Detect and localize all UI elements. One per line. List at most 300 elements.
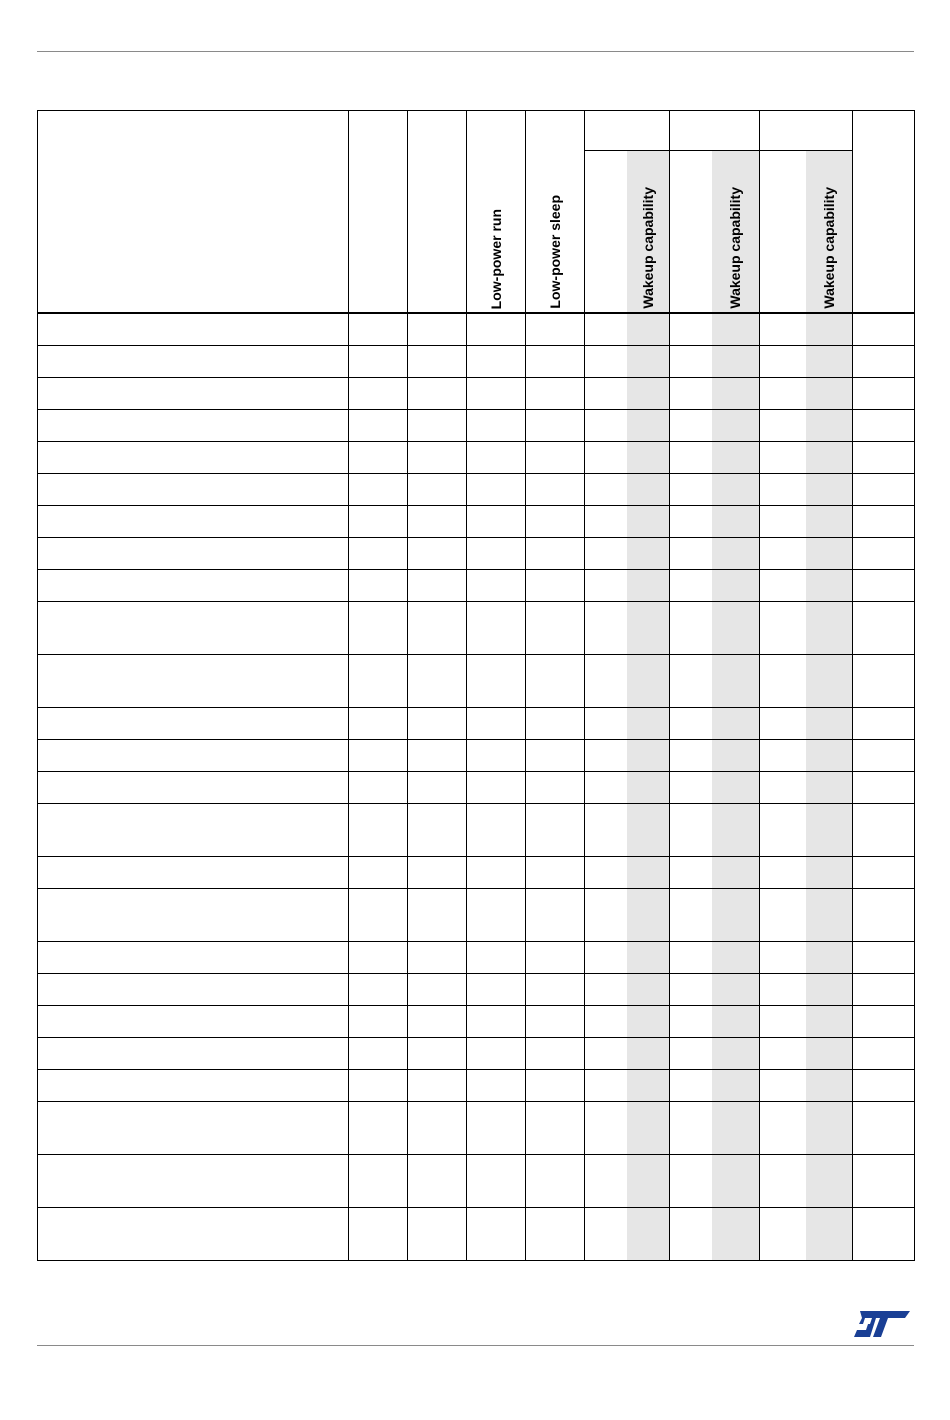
table-cell: [526, 1038, 585, 1070]
table-cell: [627, 655, 670, 708]
table-row: [38, 602, 915, 655]
table-cell: [408, 708, 467, 740]
table-cell: [760, 538, 806, 570]
table-cell: [349, 506, 408, 538]
table-cell: [349, 570, 408, 602]
table-cell: [712, 889, 760, 942]
table-cell: [38, 410, 349, 442]
table-cell: [585, 570, 627, 602]
table-cell: [806, 1038, 853, 1070]
table-cell: [526, 655, 585, 708]
table-cell: [760, 1102, 806, 1155]
table-cell: [38, 1155, 349, 1208]
table-row: [38, 474, 915, 506]
table-cell: [349, 655, 408, 708]
table-cell: [670, 1155, 712, 1208]
table-cell: [408, 410, 467, 442]
table-row: [38, 974, 915, 1006]
table-cell: [806, 655, 853, 708]
table-cell: [712, 378, 760, 410]
table-cell: [670, 378, 712, 410]
table-row: [38, 570, 915, 602]
table-cell: [627, 1038, 670, 1070]
table-cell: [408, 655, 467, 708]
table-cell: [349, 1102, 408, 1155]
table-cell: [38, 1038, 349, 1070]
table-cell: [408, 474, 467, 506]
table-cell: [349, 889, 408, 942]
table-cell: [670, 602, 712, 655]
table-cell: [670, 804, 712, 857]
table-cell: [526, 474, 585, 506]
table-cell: [627, 410, 670, 442]
table-cell: [526, 1208, 585, 1261]
header-group-2-mode: [670, 151, 712, 314]
header-row-top: [38, 111, 915, 151]
table-cell: [526, 346, 585, 378]
table-cell: [467, 378, 526, 410]
table-cell: [760, 857, 806, 889]
table-cell: [806, 602, 853, 655]
table-cell: [526, 378, 585, 410]
header-low-power-run: [467, 111, 526, 314]
table-cell: [408, 1070, 467, 1102]
table-cell: [627, 740, 670, 772]
table-cell: [853, 655, 915, 708]
table-row: [38, 346, 915, 378]
table-cell: [585, 857, 627, 889]
table-cell: [349, 857, 408, 889]
table-cell: [806, 313, 853, 346]
table-cell: [670, 506, 712, 538]
table-cell: [670, 772, 712, 804]
table-cell: [585, 889, 627, 942]
table-cell: [627, 1155, 670, 1208]
table-cell: [408, 602, 467, 655]
table-cell: [526, 740, 585, 772]
header-low-power-sleep: [526, 111, 585, 314]
table-cell: [670, 1070, 712, 1102]
table-cell: [712, 602, 760, 655]
header-low-power-sleep-label: Low-power sleep: [547, 195, 563, 309]
table-cell: [585, 740, 627, 772]
table-cell: [585, 602, 627, 655]
table-cell: [467, 708, 526, 740]
table-cell: [585, 474, 627, 506]
table-cell: [806, 1208, 853, 1261]
table-cell: [408, 1155, 467, 1208]
table-row: [38, 1006, 915, 1038]
table-cell: [408, 740, 467, 772]
table-cell: [467, 410, 526, 442]
table-cell: [408, 857, 467, 889]
table-cell: [38, 442, 349, 474]
table-cell: [408, 313, 467, 346]
table-cell: [627, 857, 670, 889]
table-cell: [526, 602, 585, 655]
table-cell: [585, 1155, 627, 1208]
table-cell: [38, 974, 349, 1006]
table-cell: [760, 570, 806, 602]
table-cell: [670, 1102, 712, 1155]
table-cell: [853, 538, 915, 570]
header-group-3-mode: [760, 151, 806, 314]
table-cell: [712, 1208, 760, 1261]
table-cell: [670, 1006, 712, 1038]
table-cell: [760, 506, 806, 538]
footer-rule: [37, 1345, 914, 1346]
table-cell: [760, 1006, 806, 1038]
table-cell: [760, 974, 806, 1006]
table-cell: [526, 708, 585, 740]
table-cell: [349, 942, 408, 974]
table-cell: [349, 346, 408, 378]
table-cell: [760, 602, 806, 655]
table-cell: [806, 346, 853, 378]
table-cell: [349, 804, 408, 857]
header-group-2: [670, 111, 760, 151]
table-cell: [38, 602, 349, 655]
table-cell: [467, 740, 526, 772]
table-cell: [38, 655, 349, 708]
peripheral-modes-table: [37, 110, 915, 1261]
table-cell: [38, 1070, 349, 1102]
table-cell: [38, 378, 349, 410]
table-cell: [806, 740, 853, 772]
table-cell: [760, 708, 806, 740]
table-cell: [38, 804, 349, 857]
table-cell: [712, 772, 760, 804]
table-cell: [627, 1006, 670, 1038]
table-cell: [853, 942, 915, 974]
table-cell: [408, 538, 467, 570]
table-cell: [585, 804, 627, 857]
table-cell: [853, 1038, 915, 1070]
table-cell: [585, 538, 627, 570]
table-cell: [38, 857, 349, 889]
table-cell: [38, 772, 349, 804]
table-cell: [627, 889, 670, 942]
table-cell: [585, 313, 627, 346]
header-sleep: [408, 111, 467, 314]
table-cell: [670, 313, 712, 346]
table-cell: [408, 442, 467, 474]
table-cell: [408, 974, 467, 1006]
table-cell: [627, 1070, 670, 1102]
table-cell: [760, 1155, 806, 1208]
table-row: [38, 1208, 915, 1261]
table-cell: [712, 1038, 760, 1070]
table-cell: [760, 410, 806, 442]
table-cell: [627, 570, 670, 602]
table-cell: [408, 1208, 467, 1261]
table-cell: [467, 1070, 526, 1102]
table-cell: [760, 942, 806, 974]
table-cell: [853, 1102, 915, 1155]
table-cell: [806, 474, 853, 506]
table-cell: [467, 857, 526, 889]
table-row: [38, 772, 915, 804]
table-cell: [38, 942, 349, 974]
table-cell: [585, 1208, 627, 1261]
table-cell: [408, 889, 467, 942]
table-cell: [760, 378, 806, 410]
table-cell: [38, 570, 349, 602]
table-cell: [467, 1208, 526, 1261]
table-cell: [585, 346, 627, 378]
table-cell: [712, 410, 760, 442]
table-cell: [526, 1006, 585, 1038]
table-cell: [349, 313, 408, 346]
table-cell: [806, 889, 853, 942]
table-cell: [712, 506, 760, 538]
table-cell: [408, 942, 467, 974]
table-cell: [853, 602, 915, 655]
header-group-3: [760, 111, 853, 151]
table-cell: [526, 570, 585, 602]
table-cell: [585, 974, 627, 1006]
header-rule: [37, 51, 914, 52]
table-cell: [853, 708, 915, 740]
table-row: [38, 1155, 915, 1208]
table-cell: [38, 313, 349, 346]
table-cell: [853, 506, 915, 538]
table-cell: [806, 570, 853, 602]
table-cell: [526, 410, 585, 442]
table-cell: [467, 772, 526, 804]
table-cell: [467, 474, 526, 506]
table-cell: [627, 538, 670, 570]
table-cell: [349, 378, 408, 410]
table-cell: [526, 1155, 585, 1208]
table-cell: [670, 474, 712, 506]
header-low-power-run-label: Low-power run: [488, 208, 504, 309]
header-group-1: [585, 111, 670, 151]
table-cell: [853, 474, 915, 506]
table-cell: [670, 974, 712, 1006]
table-cell: [627, 1208, 670, 1261]
table-cell: [806, 804, 853, 857]
table-cell: [585, 708, 627, 740]
table-cell: [627, 506, 670, 538]
table-cell: [349, 1208, 408, 1261]
table-cell: [760, 1038, 806, 1070]
table-cell: [585, 772, 627, 804]
table-cell: [38, 1006, 349, 1038]
table-cell: [467, 1155, 526, 1208]
table-cell: [806, 974, 853, 1006]
table-cell: [467, 570, 526, 602]
table-cell: [712, 740, 760, 772]
table-cell: [627, 804, 670, 857]
table-row: [38, 410, 915, 442]
table-cell: [712, 570, 760, 602]
table-cell: [526, 1070, 585, 1102]
table-cell: [408, 1038, 467, 1070]
table-cell: [670, 655, 712, 708]
table-cell: [585, 1006, 627, 1038]
header-last: [853, 111, 915, 314]
table-cell: [806, 1006, 853, 1038]
table-cell: [349, 1006, 408, 1038]
table-cell: [670, 346, 712, 378]
table-cell: [526, 538, 585, 570]
table-cell: [853, 804, 915, 857]
wakeup-capability-label: Wakeup capability: [820, 187, 837, 309]
table-cell: [760, 474, 806, 506]
table-cell: [670, 889, 712, 942]
table-cell: [38, 740, 349, 772]
table-cell: [349, 1038, 408, 1070]
header-peripheral: [38, 111, 349, 314]
table-cell: [670, 740, 712, 772]
table-cell: [806, 942, 853, 974]
table-cell: [806, 442, 853, 474]
table-cell: [670, 942, 712, 974]
table-cell: [408, 506, 467, 538]
table-cell: [627, 602, 670, 655]
table-cell: [760, 655, 806, 708]
table-cell: [526, 1102, 585, 1155]
table-cell: [670, 442, 712, 474]
st-logo-icon: [854, 1311, 910, 1337]
table-cell: [853, 346, 915, 378]
table-cell: [526, 942, 585, 974]
table-cell: [627, 378, 670, 410]
table-cell: [408, 772, 467, 804]
table-cell: [670, 857, 712, 889]
table-cell: [760, 804, 806, 857]
table-cell: [760, 772, 806, 804]
table-cell: [853, 570, 915, 602]
table-cell: [467, 804, 526, 857]
table-cell: [627, 442, 670, 474]
table-cell: [627, 974, 670, 1006]
table-row: [38, 740, 915, 772]
table-cell: [467, 313, 526, 346]
table-cell: [467, 974, 526, 1006]
table-cell: [38, 538, 349, 570]
table-cell: [853, 1155, 915, 1208]
table-cell: [467, 346, 526, 378]
table-cell: [806, 857, 853, 889]
table-cell: [712, 1070, 760, 1102]
table-cell: [467, 889, 526, 942]
table-cell: [670, 410, 712, 442]
table-cell: [853, 772, 915, 804]
table-cell: [467, 1006, 526, 1038]
table-row: [38, 942, 915, 974]
table-row: [38, 655, 915, 708]
wakeup-capability-label: Wakeup capability: [727, 187, 744, 309]
table-cell: [712, 538, 760, 570]
table-cell: [712, 942, 760, 974]
table-cell: [670, 570, 712, 602]
table-cell: [670, 1208, 712, 1261]
table-cell: [627, 942, 670, 974]
table-row: [38, 1102, 915, 1155]
table-body: [38, 313, 915, 1261]
table-cell: [760, 740, 806, 772]
table-cell: [349, 974, 408, 1006]
table-cell: [349, 410, 408, 442]
table-cell: [806, 708, 853, 740]
table-cell: [627, 1102, 670, 1155]
table-cell: [627, 772, 670, 804]
table-cell: [712, 804, 760, 857]
wakeup-capability-label: Wakeup capability: [639, 187, 656, 309]
table-cell: [467, 442, 526, 474]
table-row: [38, 378, 915, 410]
table-row: [38, 1038, 915, 1070]
table-cell: [853, 442, 915, 474]
table-cell: [712, 1155, 760, 1208]
table-cell: [408, 378, 467, 410]
table-row: [38, 506, 915, 538]
table-cell: [408, 346, 467, 378]
table-cell: [585, 1038, 627, 1070]
table-cell: [627, 474, 670, 506]
table-cell: [526, 313, 585, 346]
table-cell: [467, 1102, 526, 1155]
table-row: [38, 538, 915, 570]
table-cell: [408, 1006, 467, 1038]
table-cell: [806, 410, 853, 442]
table-cell: [760, 442, 806, 474]
table-cell: [408, 804, 467, 857]
table-row: [38, 442, 915, 474]
table-cell: [627, 708, 670, 740]
table-cell: [467, 1038, 526, 1070]
table-cell: [585, 1070, 627, 1102]
table-row: [38, 708, 915, 740]
table-cell: [806, 378, 853, 410]
table-cell: [712, 346, 760, 378]
table-cell: [806, 506, 853, 538]
table-cell: [806, 1070, 853, 1102]
table-cell: [853, 1208, 915, 1261]
table-cell: [712, 857, 760, 889]
table-cell: [585, 655, 627, 708]
table-cell: [806, 538, 853, 570]
table-cell: [712, 313, 760, 346]
table-cell: [712, 1006, 760, 1038]
table-cell: [467, 602, 526, 655]
table-cell: [760, 346, 806, 378]
table-cell: [349, 772, 408, 804]
table-row: [38, 1070, 915, 1102]
table-cell: [585, 442, 627, 474]
table-cell: [526, 772, 585, 804]
table-cell: [349, 442, 408, 474]
table-cell: [712, 442, 760, 474]
table-cell: [467, 942, 526, 974]
table-cell: [853, 857, 915, 889]
header-run: [349, 111, 408, 314]
header-group-1-mode: [585, 151, 627, 314]
table-cell: [670, 538, 712, 570]
table-cell: [712, 474, 760, 506]
table-cell: [585, 506, 627, 538]
table-cell: [806, 1102, 853, 1155]
table-cell: [38, 1102, 349, 1155]
table-cell: [585, 1102, 627, 1155]
table-cell: [467, 538, 526, 570]
table-cell: [627, 346, 670, 378]
table-row: [38, 857, 915, 889]
table-row: [38, 889, 915, 942]
table-cell: [806, 772, 853, 804]
